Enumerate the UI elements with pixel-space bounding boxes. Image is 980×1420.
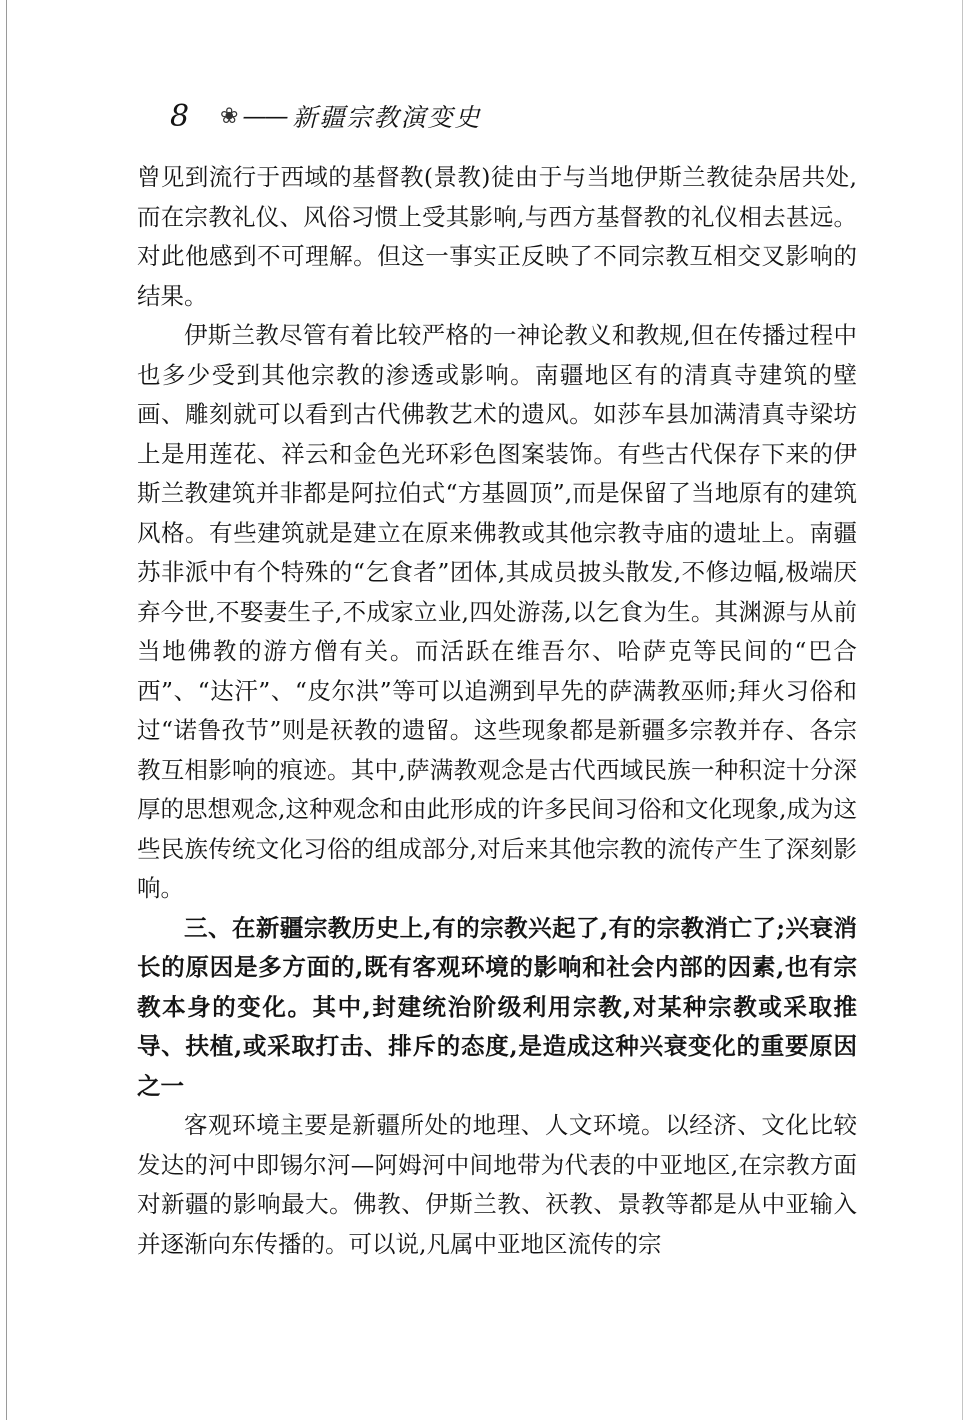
running-header: [170, 96, 481, 136]
book-title: 新疆宗教演变史: [292, 103, 482, 132]
header-dash: ——: [242, 102, 287, 130]
paragraph: 伊斯兰教尽管有着比较严格的一神论教义和教规,但在传播过程中也多少受到其他宗教的渗透或影响。南疆地区有的清真寺建筑的壁画、雕刻就可以看到古代佛教艺术的遗风。如莎车县加满清真寺梁坊上是用莲花、祥云和金色光环彩色图案装饰。有些古代保存下来的伊斯兰教建筑并非都是阿拉伯式“方基圆顶”,而是保留了当地原有的建筑风格。有些建筑就是建立在原来佛教或其他宗教寺庙的遗址上。南疆苏非派中有个特殊的“乞食者”团体,其成员披头散发,不修边幅,极端厌弃今世,不娶妻生子,不成家立业,四处游荡,以乞食为生。其渊源与从前当地佛教的游方僧有关。而活跃在维吾尔、哈萨克等民间的“巴合西”、“达汗”、“皮尔洪”等可以追溯到早先的萨满教巫师;拜火习俗和过“诺鲁孜节”则是祆教的遗留。这些现象都是新疆多宗教并存、各宗教互相影响的痕迹。其中,萨满教观念是古代西域民族一种积淀十分深厚的思想观念,这种观念和由此形成的许多民间习俗和文化现象,成为这些民族传统文化习俗的组成部分,对后来其他宗教的流传产生了深刻影响。: [137, 321, 857, 902]
paragraph-continued: 曾见到流行于西域的基督教(景教)徒由于与当地伊斯兰教徒杂居共处,而在宗教礼仪、风俗习惯上受其影响,与西方基督教的礼仪相去甚远。对此他感到不可理解。但这一事实正反映了不同宗教互相交叉影响的结果。: [137, 163, 857, 310]
page-body: [137, 158, 857, 1264]
flower-ornament-icon: ❀: [220, 103, 239, 129]
paragraph: 客观环境主要是新疆所处的地理、人文环境。以经济、文化比较发达的河中即锡尔河—阿姆河中间地带为代表的中亚地区,在宗教方面对新疆的影响最大。佛教、伊斯兰教、祆教、景教等都是从中亚输入并逐渐向东传播的。可以说,凡属中亚地区流传的宗: [137, 1111, 857, 1258]
section-heading-paragraph: 三、在新疆宗教历史上,有的宗教兴起了,有的宗教消亡了;兴衰消长的原因是多方面的,既有客观环境的影响和社会内部的因素,也有宗教本身的变化。其中,封建统治阶级利用宗教,对某种宗教或采取推导、扶植,或采取打击、排斥的态度,是造成这种兴衰变化的重要原因之一: [137, 913, 857, 1100]
page-number: 8: [170, 98, 190, 134]
page-right-edge: [962, 0, 963, 1420]
page-left-edge: [6, 0, 7, 1420]
